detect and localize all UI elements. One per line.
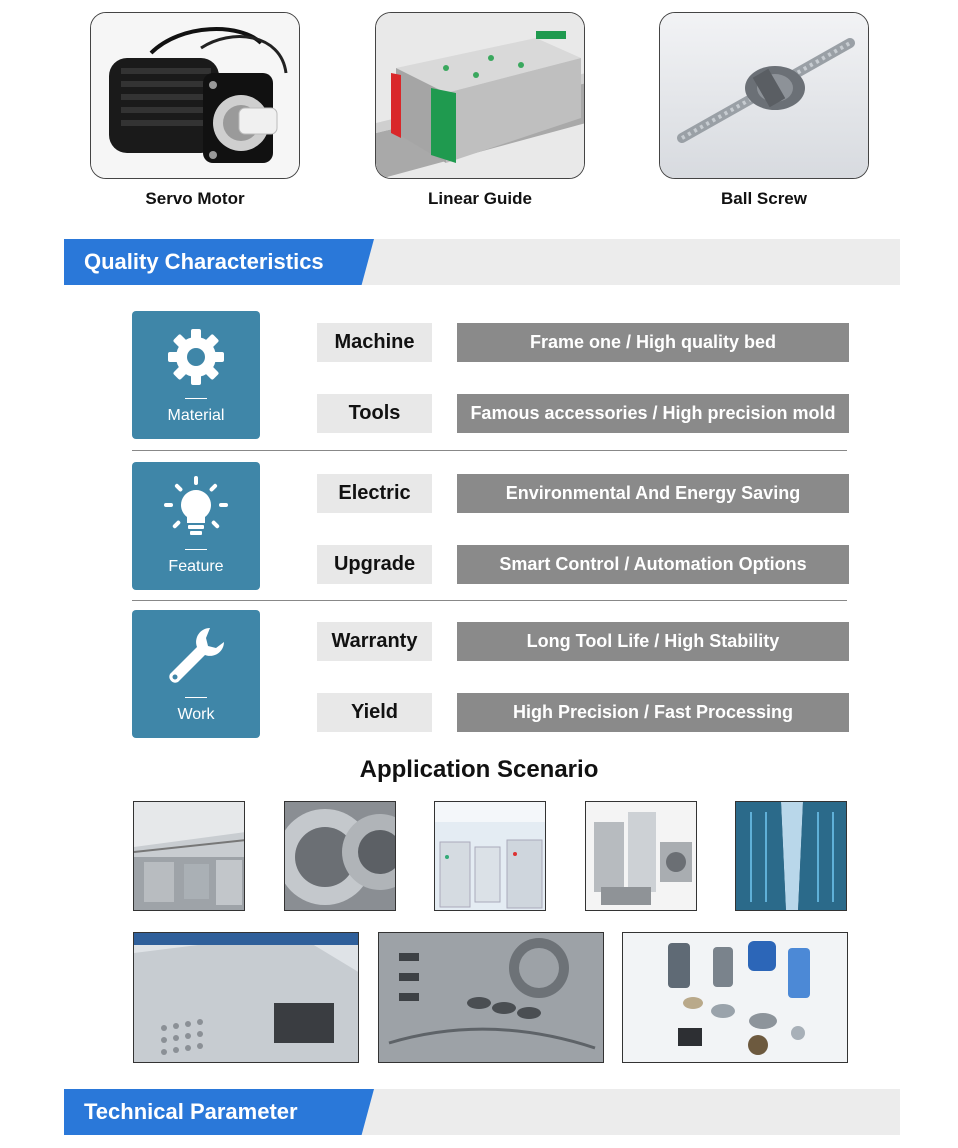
- tile-label: Work: [177, 706, 215, 723]
- scenario-cabinet-room-image: [434, 801, 546, 911]
- component-label: Servo Motor: [145, 189, 245, 208]
- technical-banner: [64, 1089, 900, 1135]
- quality-key: Upgrade: [317, 545, 432, 584]
- scenario-appliances-image: [585, 801, 697, 911]
- quality-value: Environmental And Energy Saving: [457, 474, 849, 513]
- tile-label: Feature: [168, 558, 224, 575]
- component-label: Linear Guide: [428, 189, 532, 208]
- work-tile: [132, 610, 260, 738]
- application-title: Application Scenario: [359, 756, 599, 783]
- quality-value: High Precision / Fast Processing: [457, 693, 849, 732]
- material-tile: [132, 311, 260, 439]
- gear-icon: [164, 325, 228, 389]
- quality-value: Long Tool Life / High Stability: [457, 622, 849, 661]
- group-divider: [132, 450, 847, 451]
- quality-value: Frame one / High quality bed: [457, 323, 849, 362]
- quality-group-feature: [132, 462, 848, 590]
- scenario-kitchen-image: [133, 801, 245, 911]
- section-title: Technical Parameter: [84, 1099, 298, 1124]
- component-ball-screw: [659, 12, 869, 209]
- quality-banner: [64, 239, 900, 285]
- servo-motor-image: [90, 12, 300, 179]
- quality-key: Yield: [317, 693, 432, 732]
- scenario-precision-parts-image: [622, 932, 848, 1063]
- tile-label: Material: [167, 407, 225, 424]
- group-divider: [132, 600, 847, 601]
- feature-tile: [132, 462, 260, 590]
- scenario-laser-cut-parts-image: [378, 932, 604, 1063]
- section-title: Quality Characteristics: [84, 249, 324, 274]
- scenario-sheet-processing-image: [133, 932, 359, 1063]
- component-linear-guide: [375, 12, 585, 209]
- quality-group-work: [132, 610, 848, 738]
- wrench-icon: [164, 624, 228, 688]
- tile-divider: [185, 398, 207, 399]
- component-servo-motor: [90, 12, 300, 209]
- linear-guide-image: [375, 12, 585, 179]
- quality-value: Famous accessories / High precision mold: [457, 394, 849, 433]
- quality-key: Machine: [317, 323, 432, 362]
- tile-divider: [185, 549, 207, 550]
- quality-group-material: [132, 311, 848, 439]
- quality-key: Tools: [317, 394, 432, 433]
- ball-screw-image: [659, 12, 869, 179]
- quality-key: Warranty: [317, 622, 432, 661]
- tile-divider: [185, 697, 207, 698]
- scenario-steel-coil-image: [284, 801, 396, 911]
- scenario-server-room-image: [735, 801, 847, 911]
- component-label: Ball Screw: [721, 189, 807, 208]
- quality-value: Smart Control / Automation Options: [457, 545, 849, 584]
- lightbulb-icon: [164, 476, 228, 542]
- quality-key: Electric: [317, 474, 432, 513]
